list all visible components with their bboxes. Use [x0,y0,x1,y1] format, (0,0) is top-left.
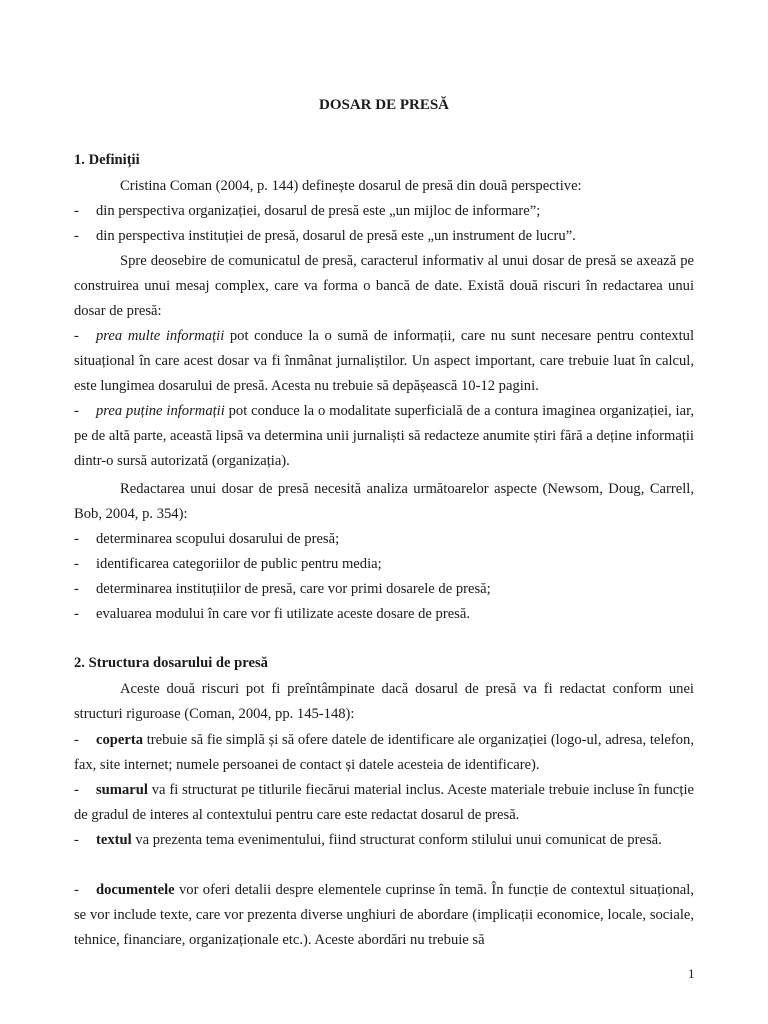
structure-term: documentele [96,882,175,898]
dash-bullet: - [74,732,79,748]
structure-item [74,728,694,778]
section1-intro: Cristina Coman (2004, p. 144) definește dosarul de presă din două perspective: [120,178,582,194]
section2-heading: 2. Structura dosarului de presă [74,655,268,671]
section2-intro: Aceste două riscuri pot fi preîntâmpinate dacă dosarul de presă va fi redactat conform unei structuri riguroase (Coman, 2004, pp. 145-148): [74,681,694,722]
list-item [74,224,694,249]
list-item [74,199,694,224]
risk-text: pot conduce la o modalitate superficială de a contura imaginea organizației, iar, pe de altă parte, această lipsă va determina unii jurnaliști să redacteze anumite știri fără a deține informații dintr-o sursă autorizată (organizația). [74,403,694,469]
list-item-text: din perspectiva instituției de presă, dosarul de presă este „un instrument de lucru”. [96,228,576,244]
dash-bullet: - [74,882,79,898]
list-item [74,602,694,627]
list-item [74,527,694,552]
structure-term: sumarul [96,782,148,798]
dash-bullet: - [74,832,79,848]
list-item-text: determinarea instituțiilor de presă, care vor primi dosarele de presă; [96,581,491,597]
structure-text: va prezenta tema evenimentului, fiind structurat conform stilului unui comunicat de presă. [131,832,662,848]
structure-term: coperta [96,732,144,748]
risk-term: prea multe informații [96,328,225,344]
list-item-text: identificarea categoriilor de public pentru media; [96,556,382,572]
page-number: 1 [688,966,695,981]
structure-item [74,828,694,853]
dash-bullet: - [74,606,79,622]
document-title: DOSAR DE PRESĂ [318,97,450,113]
risk-item [74,399,694,474]
list-item-text: evaluarea modului în care vor fi utilizate aceste dosare de presă. [96,606,470,622]
structure-text: trebuie să fie simplă și să ofere datele de identificare ale organizației (logo-ul, adresa, telefon, fax, site internet; numele persoanei de contact și datele acesteia de identificare). [74,732,694,773]
risk-text: pot conduce la o sumă de informații, care nu sunt necesare pentru contextul situațional în care acest dosar va fi înmânat jurnaliștilor. Un aspect important, care trebuie luat în calcul, este lungimea dosarului de presă. Acesta nu trebuie să depășească 10-12 pagini. [74,328,694,394]
section1-heading: 1. Definiții [74,152,140,168]
dash-bullet: - [74,228,79,244]
dash-bullet: - [74,531,79,547]
list-item-text: determinarea scopului dosarului de presă; [96,531,340,547]
section1-paragraph: Spre deosebire de comunicatul de presă, caracterul informativ al unui dosar de presă se axează pe construirea unui mesaj complex, care va forma o bancă de date. Există două riscuri în redactarea unui dosar de presă: [74,253,694,319]
dash-bullet: - [74,556,79,572]
structure-item [74,878,694,953]
risk-item [74,324,694,399]
structure-text: vor oferi detalii despre elementele cuprinse în temă. În funcție de contextul situațional, se vor include texte, care vor prezenta diverse unghiuri de abordare (implicații economice, locale, sociale, tehnice, financiare, organizaționale etc.). Aceste abordări nu trebuie să [74,882,694,948]
list-item [74,577,694,602]
structure-text: va fi structurat pe titlurile fiecărui material inclus. Aceste materiale trebuie incluse în funcție de gradul de interes al contextului pentru care este redactat dosarul de presă. [74,782,694,823]
dash-bullet: - [74,203,79,219]
risk-term: prea puține informații [96,403,225,419]
dash-bullet: - [74,328,79,344]
list-item-text: din perspectiva organizației, dosarul de presă este „un mijloc de informare”; [96,203,541,219]
dash-bullet: - [74,782,79,798]
section1-paragraph: Redactarea unui dosar de presă necesită analiza următoarelor aspecte (Newsom, Doug, Carrell, Bob, 2004, p. 354): [74,481,694,522]
structure-term: textul [96,832,132,848]
list-item [74,552,694,577]
structure-item [74,778,694,828]
dash-bullet: - [74,403,79,419]
dash-bullet: - [74,581,79,597]
